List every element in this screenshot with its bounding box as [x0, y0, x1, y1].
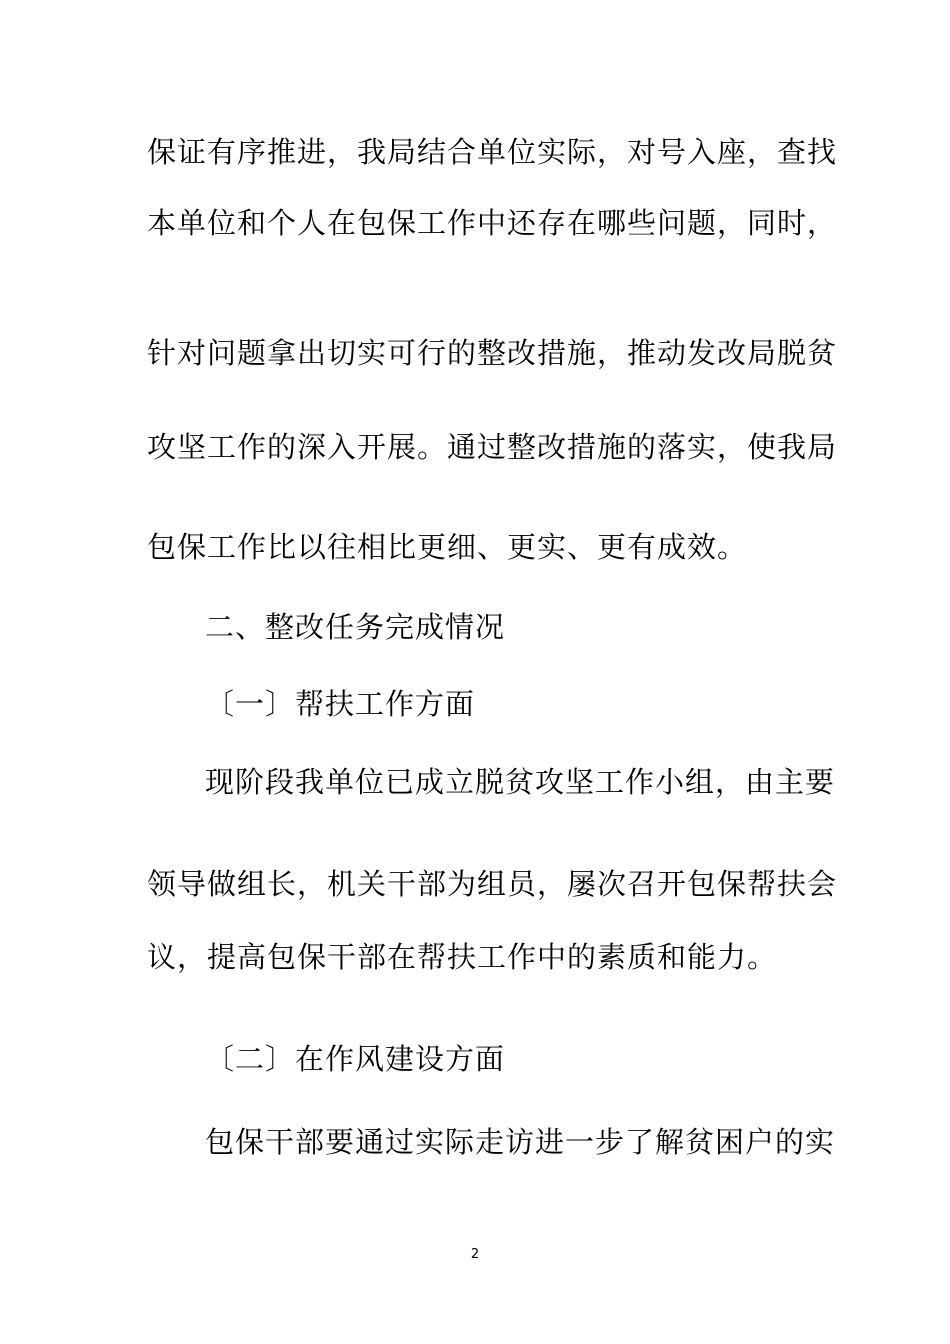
body-text-line: 本单位和个人在包保工作中还存在哪些问题，同时， [147, 206, 838, 240]
subsection-heading: 〔一〕帮扶工作方面 [205, 687, 476, 721]
body-text-line: 保证有序推进，我局结合单位实际，对号入座，查找 [147, 135, 838, 169]
subsection-heading: 〔二〕在作风建设方面 [205, 1042, 506, 1076]
page-number: 2 [470, 1247, 480, 1262]
body-text-line: 包保干部要通过实际走访进一步了解贫困户的实 [205, 1125, 836, 1159]
body-text-line: 针对问题拿出切实可行的整改措施，推动发改局脱贫 [147, 336, 838, 370]
body-text-line: 领导做组长，机关干部为组员，屡次召开包保帮扶会 [147, 867, 838, 901]
body-text-line: 议，提高包保干部在帮扶工作中的素质和能力。 [147, 940, 778, 974]
body-text-line: 包保工作比以往相比更细、更实、更有成效。 [147, 530, 748, 564]
body-text-line: 现阶段我单位已成立脱贫攻坚工作小组，由主要 [205, 765, 836, 799]
body-text-line: 攻坚工作的深入开展。通过整改措施的落实，使我局 [147, 430, 838, 464]
section-heading: 二、整改任务完成情况 [205, 610, 506, 644]
